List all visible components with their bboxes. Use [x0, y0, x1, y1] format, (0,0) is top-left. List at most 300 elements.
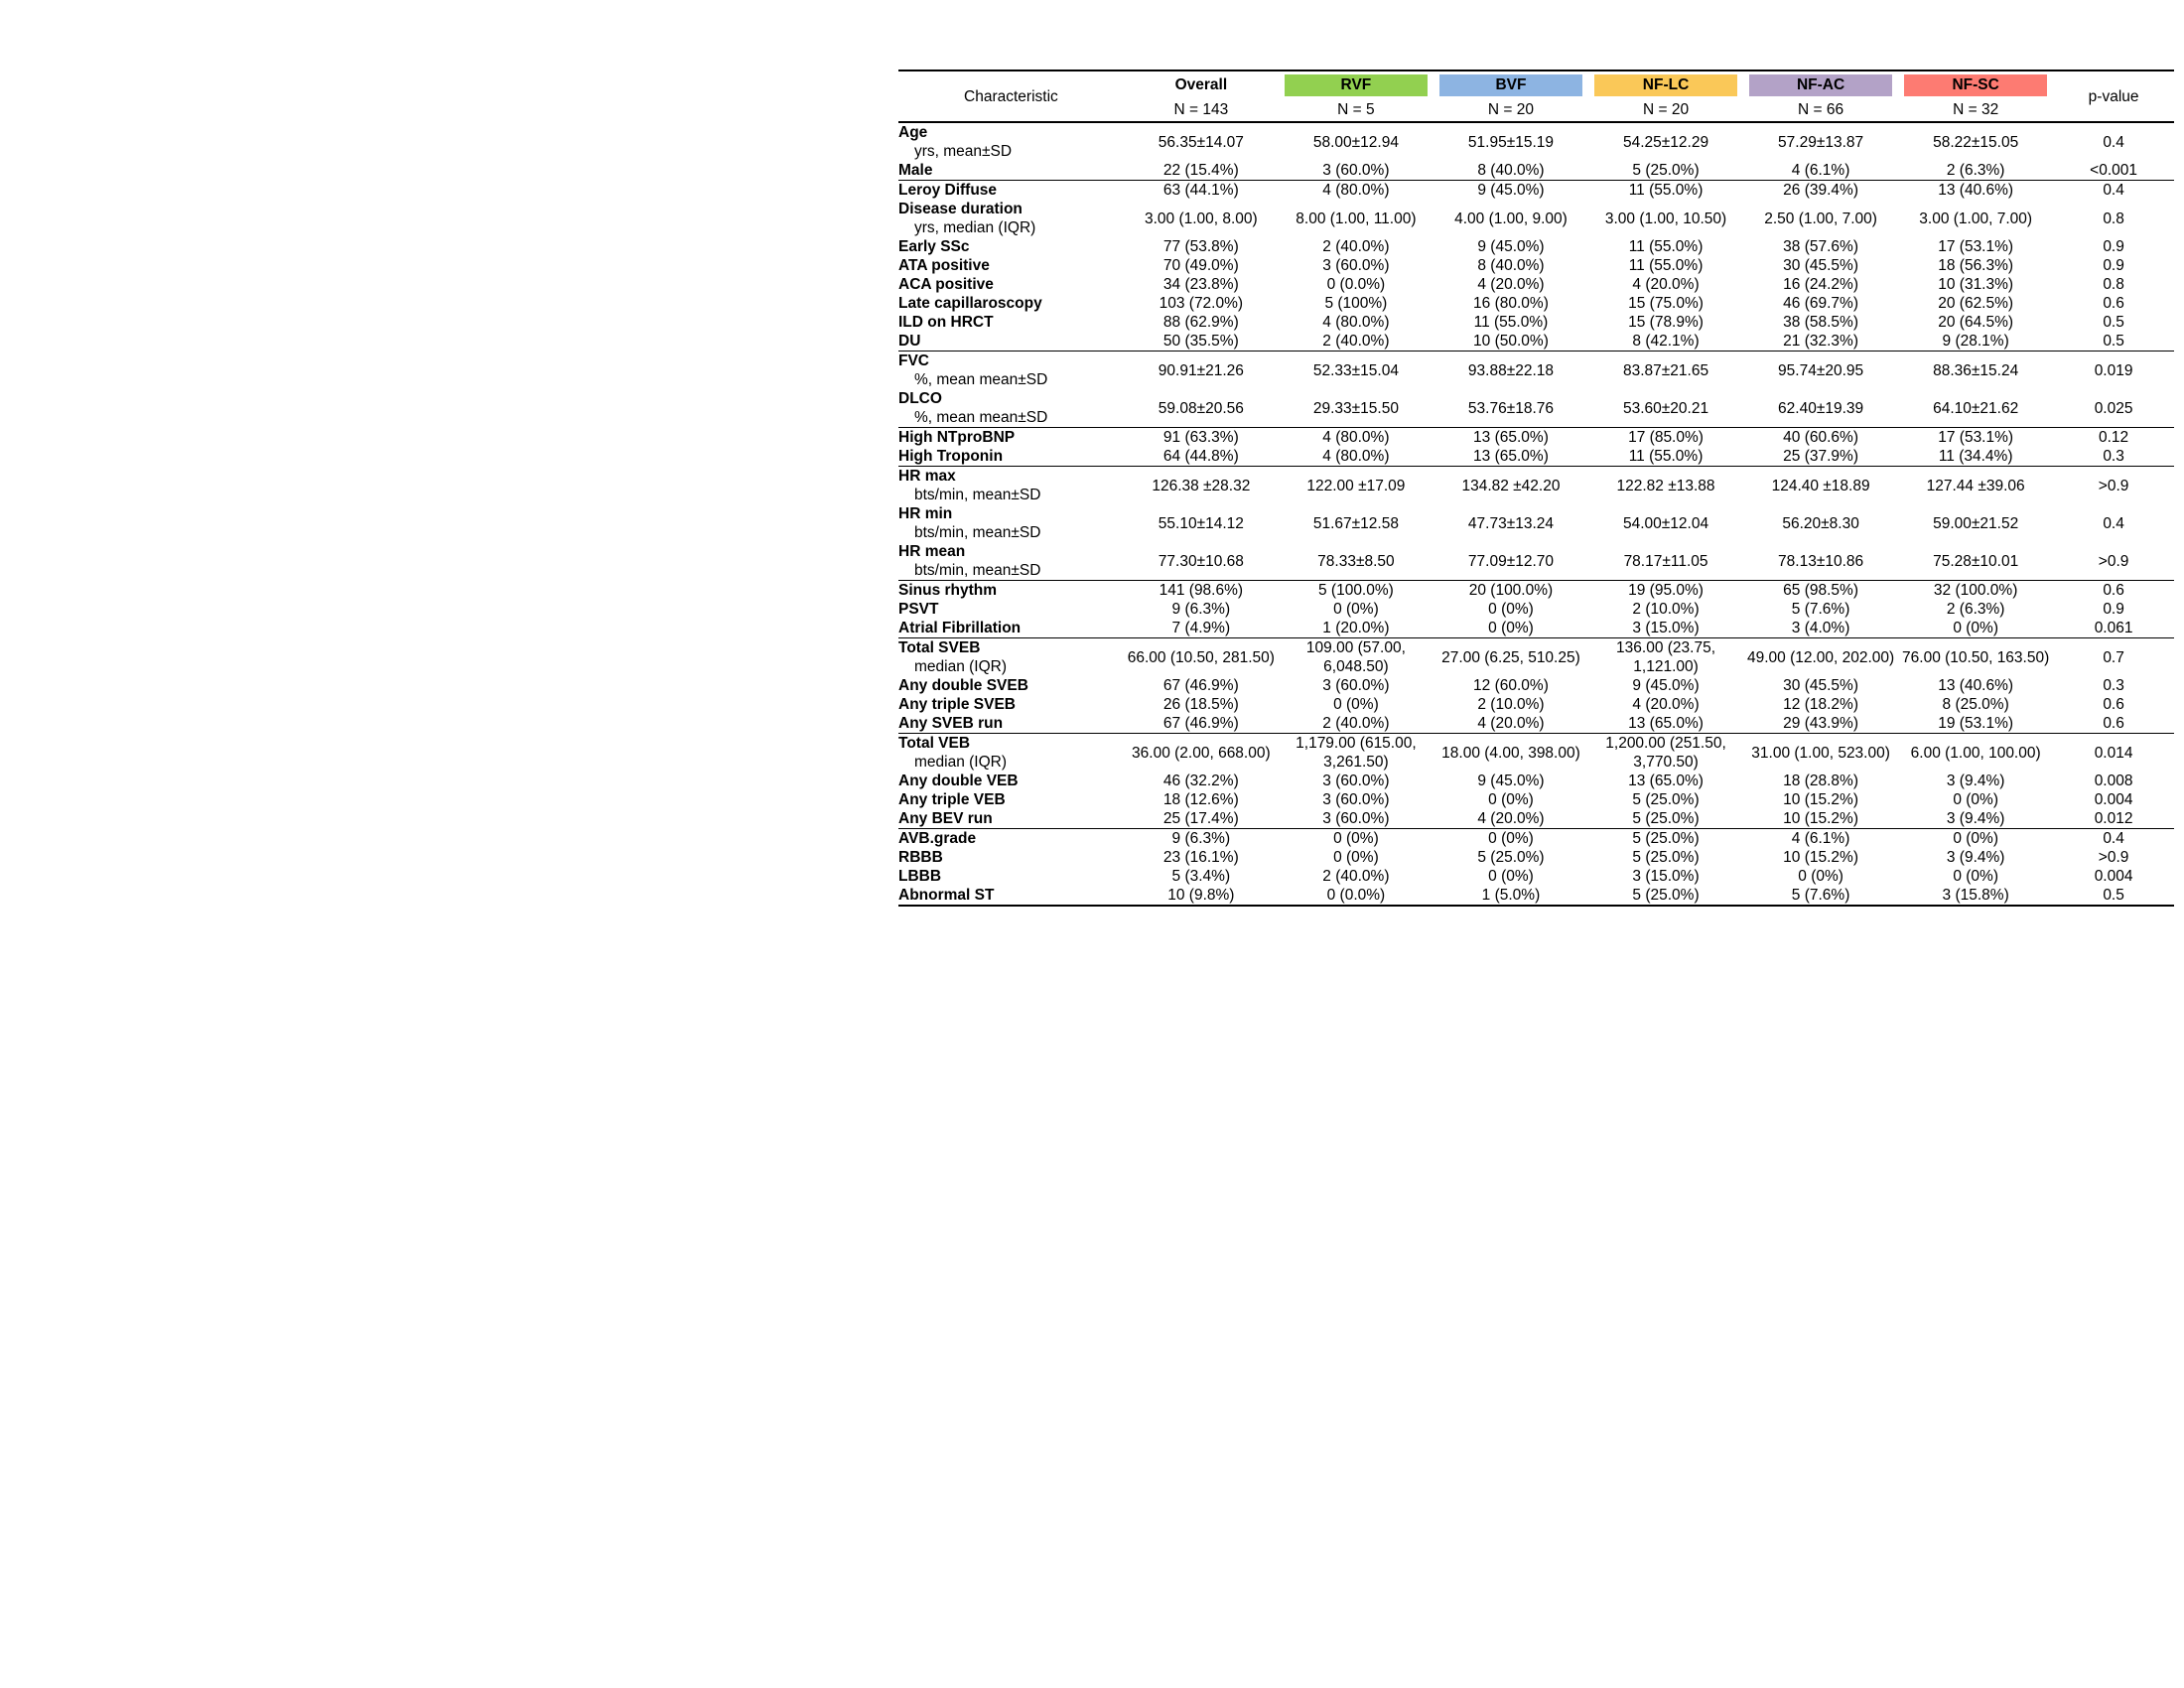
row-label-primary: AVB.grade	[898, 830, 977, 847]
cell-group-3: 5 (25.0%)	[1588, 161, 1743, 181]
cell-group-5: 19 (53.1%)	[1898, 714, 2053, 734]
cell-group-4: 2.50 (1.00, 7.00)	[1764, 210, 1877, 227]
cell-group-4: 10 (15.2%)	[1783, 791, 1858, 808]
row-label	[898, 848, 1124, 867]
cell-group-3: 54.25±12.29	[1622, 133, 1709, 151]
cell-pvalue: 0.4	[2103, 830, 2124, 847]
cell-group-1: 3 (60.0%)	[1322, 773, 1390, 789]
cell-group-0: 90.91±21.26	[1158, 361, 1244, 379]
cell-group-0: 67 (46.9%)	[1162, 677, 1239, 694]
row-label-primary: Any triple SVEB	[898, 696, 1016, 713]
row-label-secondary: bts/min, mean±SD	[914, 487, 1041, 503]
cell-group-0: 77 (53.8%)	[1162, 238, 1239, 255]
cell-pvalue: 0.6	[2103, 295, 2124, 312]
header-group-n-3	[1588, 98, 1743, 122]
row-label-primary: Any triple VEB	[898, 791, 1006, 808]
cell-group-2: 0 (0%)	[1433, 619, 1588, 638]
cell-group-2: 53.76±18.76	[1433, 389, 1588, 428]
cell-group-1: 0 (0%)	[1333, 830, 1379, 847]
row-label-primary: Sinus rhythm	[898, 582, 998, 599]
cell-group-2: 16 (80.0%)	[1473, 295, 1549, 312]
cell-group-2: 4 (20.0%)	[1433, 714, 1588, 734]
cell-group-2: 93.88±22.18	[1467, 361, 1555, 379]
cell-group-2: 4 (20.0%)	[1433, 809, 1588, 829]
cell-pvalue: 0.6	[2053, 714, 2174, 734]
cell-pvalue: 0.004	[2094, 791, 2133, 808]
cell-group-4: 62.40±19.39	[1743, 389, 1898, 428]
table-row	[898, 161, 2174, 181]
group-label-0: Overall	[1174, 76, 1228, 93]
cell-group-1: 5 (100.0%)	[1317, 582, 1394, 599]
table-row	[898, 829, 2174, 849]
cell-group-4: 21 (32.3%)	[1743, 332, 1898, 352]
cell-group-1: 1,179.00 (615.00, 3,261.50)	[1296, 735, 1417, 771]
cell-group-0: 50 (35.5%)	[1124, 332, 1279, 352]
cell-group-2: 134.82 ±42.20	[1461, 477, 1561, 494]
header-group-3	[1588, 70, 1743, 98]
cell-group-1: 2 (40.0%)	[1322, 868, 1390, 885]
cell-group-0: 3.00 (1.00, 8.00)	[1144, 210, 1258, 227]
cell-group-5: 0 (0%)	[1953, 791, 1998, 808]
table-row	[898, 714, 2174, 734]
cell-pvalue: 0.5	[2053, 332, 2174, 352]
cell-group-2: 4 (20.0%)	[1477, 276, 1545, 293]
cell-group-1: 4 (80.0%)	[1322, 314, 1390, 331]
cell-group-0: 103 (72.0%)	[1159, 295, 1244, 312]
group-n-5: N = 32	[1953, 101, 1999, 118]
row-label	[898, 809, 1124, 829]
cell-group-4: 4 (6.1%)	[1743, 161, 1898, 181]
table-row	[898, 619, 2174, 638]
cell-group-3: 5 (25.0%)	[1588, 809, 1743, 829]
row-label-primary: Age	[898, 124, 928, 141]
table-row	[898, 467, 2174, 505]
cell-group-4: 3 (4.0%)	[1743, 619, 1898, 638]
cell-group-5: 59.00±21.52	[1933, 514, 2019, 532]
cell-group-4: 30 (45.5%)	[1783, 677, 1858, 694]
group-label-2: BVF	[1439, 74, 1582, 96]
row-label	[898, 638, 1124, 677]
cell-group-0: 26 (18.5%)	[1162, 696, 1239, 713]
cell-group-4: 25 (37.9%)	[1743, 447, 1898, 467]
cell-group-1: 2 (40.0%)	[1279, 332, 1433, 352]
cell-pvalue: 0.7	[2103, 648, 2124, 666]
table-row	[898, 200, 2174, 237]
cell-group-3: 11 (55.0%)	[1628, 257, 1704, 274]
cell-group-4: 49.00 (12.00, 202.00)	[1746, 648, 1895, 666]
cell-group-2: 5 (25.0%)	[1477, 849, 1545, 866]
cell-group-2: 13 (65.0%)	[1433, 447, 1588, 467]
cell-group-0: 91 (63.3%)	[1162, 429, 1239, 446]
header-group-4	[1743, 70, 1898, 98]
cell-group-4: 10 (15.2%)	[1743, 809, 1898, 829]
cell-group-0: 64 (44.8%)	[1124, 447, 1279, 467]
row-label-secondary: bts/min, mean±SD	[914, 524, 1041, 541]
cell-group-5: 9 (28.1%)	[1898, 332, 2053, 352]
row-label	[898, 275, 1124, 294]
cell-group-4: 29 (43.9%)	[1743, 714, 1898, 734]
cell-group-0: 67 (46.9%)	[1124, 714, 1279, 734]
row-label-secondary: yrs, mean±SD	[914, 143, 1013, 160]
cell-group-1: 0 (0.0%)	[1279, 886, 1433, 906]
cell-group-2: 0 (0%)	[1488, 830, 1534, 847]
row-label-primary: High NTproBNP	[898, 429, 1016, 446]
cell-group-2: 51.95±15.19	[1467, 133, 1555, 151]
row-label	[898, 352, 1124, 390]
cell-group-2: 12 (60.0%)	[1473, 677, 1549, 694]
row-label-primary: HR max	[898, 468, 956, 485]
row-label-primary: Early SSc	[898, 238, 970, 255]
cell-group-1: 4 (80.0%)	[1322, 182, 1390, 199]
row-label	[898, 200, 1124, 237]
row-label-secondary: %, mean mean±SD	[914, 409, 1048, 426]
cell-group-5: 17 (53.1%)	[1938, 238, 2014, 255]
cell-group-0: 9 (6.3%)	[1171, 830, 1231, 847]
row-label	[898, 161, 1124, 181]
cell-group-2: 27.00 (6.25, 510.25)	[1441, 648, 1580, 666]
cell-group-0: 25 (17.4%)	[1124, 809, 1279, 829]
cell-group-1: 3 (60.0%)	[1279, 161, 1433, 181]
cell-group-3: 8 (42.1%)	[1588, 332, 1743, 352]
cell-group-2: 11 (55.0%)	[1473, 314, 1549, 331]
row-label-primary: Any SVEB run	[898, 715, 1004, 732]
cell-group-3: 54.00±12.04	[1622, 514, 1709, 532]
row-label	[898, 581, 1124, 601]
cell-group-4: 56.20±8.30	[1782, 514, 1859, 532]
row-label	[898, 294, 1124, 313]
row-label-secondary: yrs, median (IQR)	[914, 219, 1036, 236]
row-label	[898, 600, 1124, 619]
row-label	[898, 619, 1124, 638]
cell-pvalue: 0.012	[2053, 809, 2174, 829]
cell-group-4: 12 (18.2%)	[1783, 696, 1858, 713]
cell-group-3: 5 (25.0%)	[1632, 791, 1700, 808]
table-row	[898, 332, 2174, 352]
header-group-n-1	[1279, 98, 1433, 122]
table-row	[898, 181, 2174, 201]
cell-group-2: 0 (0%)	[1488, 791, 1534, 808]
header-group-n-0	[1124, 98, 1279, 122]
table-row	[898, 542, 2174, 581]
cell-pvalue: 0.004	[2094, 868, 2133, 885]
cell-group-5: 3 (9.4%)	[1946, 849, 2005, 866]
cell-group-4: 38 (58.5%)	[1783, 314, 1858, 331]
cell-group-1: 4 (80.0%)	[1322, 429, 1390, 446]
cell-group-0: 66.00 (10.50, 281.50)	[1127, 648, 1275, 666]
cell-group-0: 7 (4.9%)	[1124, 619, 1279, 638]
cell-group-5: 11 (34.4%)	[1898, 447, 2053, 467]
table-row	[898, 695, 2174, 714]
group-n-4: N = 66	[1798, 101, 1844, 118]
cell-group-5: 0 (0%)	[1953, 868, 1998, 885]
cell-group-4: 30 (45.5%)	[1783, 257, 1858, 274]
row-label-primary: PSVT	[898, 601, 939, 618]
cell-group-4: 5 (7.6%)	[1743, 886, 1898, 906]
row-label-primary: Leroy Diffuse	[898, 182, 998, 199]
header-group-2	[1433, 70, 1588, 98]
header-group-1	[1279, 70, 1433, 98]
table-row	[898, 313, 2174, 332]
cell-group-1: 4 (80.0%)	[1279, 447, 1433, 467]
cell-group-0: 88 (62.9%)	[1162, 314, 1239, 331]
row-label-primary: Atrial Fibrillation	[898, 620, 1022, 636]
cell-group-1: 0 (0.0%)	[1326, 276, 1386, 293]
cell-group-3: 15 (75.0%)	[1628, 295, 1704, 312]
row-label	[898, 695, 1124, 714]
cell-pvalue: 0.6	[2103, 696, 2124, 713]
cell-group-4: 31.00 (1.00, 523.00)	[1751, 744, 1890, 762]
group-n-3: N = 20	[1642, 101, 1690, 118]
cell-pvalue: 0.8	[2103, 276, 2124, 293]
cell-group-0: 55.10±14.12	[1158, 514, 1244, 532]
cell-group-3: 9 (45.0%)	[1632, 677, 1700, 694]
cell-pvalue: >0.9	[2053, 542, 2174, 581]
cell-group-5: 3 (9.4%)	[1946, 773, 2005, 789]
table-row	[898, 790, 2174, 809]
header-group-n-2	[1433, 98, 1588, 122]
cell-group-0: 23 (16.1%)	[1162, 849, 1239, 866]
cell-group-4: 95.74±20.95	[1778, 361, 1864, 379]
table-head	[898, 70, 2174, 122]
cell-group-3: 5 (25.0%)	[1632, 849, 1700, 866]
cell-pvalue: 0.019	[2094, 361, 2133, 379]
table-row	[898, 676, 2174, 695]
row-label	[898, 714, 1124, 734]
cell-group-3: 5 (25.0%)	[1588, 886, 1743, 906]
cell-pvalue: >0.9	[2098, 477, 2129, 494]
cell-group-3: 5 (25.0%)	[1632, 830, 1700, 847]
row-label-primary: ACA positive	[898, 276, 994, 293]
cell-pvalue: 0.008	[2094, 773, 2133, 789]
row-label-primary: Total VEB	[898, 735, 971, 752]
row-label	[898, 313, 1124, 332]
cell-group-4: 124.40 ±18.89	[1771, 477, 1870, 494]
row-label	[898, 790, 1124, 809]
cell-group-5: 20 (64.5%)	[1938, 314, 2014, 331]
cell-pvalue: 0.5	[2103, 314, 2124, 331]
cell-group-5: 3 (15.8%)	[1898, 886, 2053, 906]
cell-group-5: 75.28±10.01	[1898, 542, 2053, 581]
cell-group-4: 57.29±13.87	[1778, 133, 1864, 151]
row-label-primary: Total SVEB	[898, 639, 981, 656]
cell-pvalue: 0.9	[2103, 601, 2124, 618]
header-row	[898, 70, 2174, 98]
row-label	[898, 542, 1124, 581]
cell-group-5: 32 (100.0%)	[1933, 582, 2018, 599]
table-row	[898, 772, 2174, 790]
cell-group-2: 9 (45.0%)	[1477, 182, 1545, 199]
cell-group-1: 0 (0%)	[1333, 849, 1379, 866]
header-group-5	[1898, 70, 2053, 98]
row-label-primary: HR mean	[898, 543, 966, 560]
cell-group-5: 20 (62.5%)	[1938, 295, 2014, 312]
group-label-3: NF-LC	[1594, 74, 1737, 96]
cell-group-5: 3.00 (1.00, 7.00)	[1919, 210, 2033, 227]
cell-pvalue: 0.12	[2099, 429, 2129, 446]
table-row	[898, 428, 2174, 448]
row-label	[898, 886, 1124, 906]
row-label	[898, 504, 1124, 542]
row-label-primary: RBBB	[898, 849, 943, 866]
cell-pvalue: 0.9	[2103, 257, 2124, 274]
cell-group-3: 4 (20.0%)	[1632, 276, 1700, 293]
cell-pvalue: >0.9	[2098, 849, 2129, 866]
cell-group-1: 1 (20.0%)	[1279, 619, 1433, 638]
table-body	[898, 122, 2174, 906]
cell-group-2: 18.00 (4.00, 398.00)	[1441, 744, 1580, 762]
row-label-secondary: median (IQR)	[914, 658, 1008, 675]
header-group-0	[1124, 70, 1279, 98]
cell-pvalue: 0.4	[2103, 514, 2124, 532]
cell-group-3: 122.82 ±13.88	[1616, 477, 1715, 494]
cell-group-1: 58.00±12.94	[1312, 133, 1399, 151]
row-label-primary: DLCO	[898, 390, 942, 407]
cell-group-5: 2 (6.3%)	[1946, 601, 2005, 618]
row-label	[898, 389, 1124, 428]
row-label	[898, 237, 1124, 256]
cell-group-4: 40 (60.6%)	[1783, 429, 1858, 446]
cell-pvalue: 0.6	[2103, 582, 2124, 599]
row-label-secondary: median (IQR)	[914, 754, 1008, 771]
cell-group-3: 11 (55.0%)	[1628, 238, 1704, 255]
cell-group-0: 18 (12.6%)	[1162, 791, 1239, 808]
cell-group-2: 0 (0%)	[1488, 601, 1534, 618]
row-label-secondary: %, mean mean±SD	[914, 371, 1048, 388]
cell-group-0: 141 (98.6%)	[1159, 582, 1244, 599]
row-label-primary: FVC	[898, 352, 929, 369]
cell-group-0: 9 (6.3%)	[1171, 601, 1231, 618]
cell-group-2: 8 (40.0%)	[1477, 257, 1545, 274]
table-row	[898, 886, 2174, 906]
cell-group-4: 0 (0%)	[1798, 868, 1843, 885]
cell-group-5: 18 (56.3%)	[1938, 257, 2014, 274]
cell-group-5: 127.44 ±39.06	[1926, 477, 2025, 494]
cell-group-5: 8 (25.0%)	[1942, 696, 2009, 713]
cell-group-3: 2 (10.0%)	[1632, 601, 1700, 618]
cell-pvalue: 0.025	[2053, 389, 2174, 428]
cell-group-1: 2 (40.0%)	[1279, 714, 1433, 734]
cell-group-5: 0 (0%)	[1953, 830, 1998, 847]
header-group-n-4	[1743, 98, 1898, 122]
row-label-primary: Male	[898, 162, 933, 179]
cell-group-1: 29.33±15.50	[1279, 389, 1433, 428]
table-row	[898, 600, 2174, 619]
cell-group-4: 10 (15.2%)	[1783, 849, 1858, 866]
row-label-primary: Abnormal ST	[898, 887, 995, 904]
cell-group-0: 77.30±10.68	[1124, 542, 1279, 581]
cell-group-5: 76.00 (10.50, 163.50)	[1902, 648, 2050, 666]
cell-group-0: 5 (3.4%)	[1171, 868, 1231, 885]
cell-pvalue: 0.3	[2053, 447, 2174, 467]
cell-group-5: 58.22±15.05	[1933, 133, 2019, 151]
cell-group-1: 78.33±8.50	[1279, 542, 1433, 581]
cell-group-1: 122.00 ±17.09	[1306, 477, 1406, 494]
row-label	[898, 829, 1124, 849]
table-row	[898, 504, 2174, 542]
cell-group-4: 46 (69.7%)	[1783, 295, 1858, 312]
cell-group-1: 3 (60.0%)	[1322, 257, 1390, 274]
header-group-n-5	[1898, 98, 2053, 122]
cell-pvalue: 0.4	[2103, 133, 2124, 151]
cell-group-0: 63 (44.1%)	[1162, 182, 1239, 199]
row-label-primary: HR min	[898, 505, 953, 522]
cell-group-2: 9 (45.0%)	[1477, 238, 1545, 255]
cell-group-5: 0 (0%)	[1898, 619, 2053, 638]
cell-group-2: 13 (65.0%)	[1473, 429, 1549, 446]
cell-group-1: 8.00 (1.00, 11.00)	[1296, 210, 1417, 227]
cell-group-2: 1 (5.0%)	[1433, 886, 1588, 906]
cell-group-3: 4 (20.0%)	[1632, 696, 1700, 713]
row-label	[898, 332, 1124, 352]
row-label	[898, 122, 1124, 161]
row-label-primary: LBBB	[898, 868, 942, 885]
cell-group-3: 3.00 (1.00, 10.50)	[1604, 210, 1727, 227]
cell-group-3: 11 (55.0%)	[1588, 447, 1743, 467]
cell-group-2: 4.00 (1.00, 9.00)	[1454, 210, 1568, 227]
cell-pvalue: 0.061	[2053, 619, 2174, 638]
row-label	[898, 256, 1124, 275]
table-row	[898, 294, 2174, 313]
cell-group-2: 77.09±12.70	[1433, 542, 1588, 581]
cell-pvalue: 0.014	[2094, 744, 2133, 762]
cell-group-0: 22 (15.4%)	[1124, 161, 1279, 181]
row-label-secondary: bts/min, mean±SD	[914, 562, 1041, 579]
cell-pvalue: 0.8	[2103, 210, 2124, 227]
cell-group-0: 34 (23.8%)	[1162, 276, 1239, 293]
row-label	[898, 428, 1124, 448]
group-label-1: RVF	[1285, 74, 1428, 96]
row-label	[898, 676, 1124, 695]
cell-group-0: 70 (49.0%)	[1162, 257, 1239, 274]
cell-group-2: 10 (50.0%)	[1433, 332, 1588, 352]
cell-group-3: 13 (65.0%)	[1628, 773, 1704, 789]
cell-group-3: 3 (15.0%)	[1632, 868, 1700, 885]
cell-group-1: 2 (40.0%)	[1322, 238, 1390, 255]
table-row	[898, 275, 2174, 294]
table-row	[898, 867, 2174, 886]
group-n-2: N = 20	[1487, 101, 1535, 118]
table-row	[898, 809, 2174, 829]
row-label	[898, 447, 1124, 467]
row-label-primary: Any double SVEB	[898, 677, 1028, 694]
row-label	[898, 734, 1124, 773]
cell-group-0: 59.08±20.56	[1124, 389, 1279, 428]
header-pvalue: p-value	[2088, 87, 2139, 105]
cell-group-4: 38 (57.6%)	[1783, 238, 1858, 255]
table-row	[898, 122, 2174, 161]
row-label	[898, 772, 1124, 790]
row-label-primary: Disease duration	[898, 201, 1023, 217]
cell-group-5: 6.00 (1.00, 100.00)	[1910, 744, 2041, 762]
cell-group-2: 0 (0%)	[1488, 868, 1534, 885]
table-container	[898, 70, 2174, 907]
cell-group-1: 5 (100%)	[1324, 295, 1388, 312]
cell-group-1: 3 (60.0%)	[1322, 791, 1390, 808]
header-characteristic: Characteristic	[964, 87, 1058, 105]
table-row	[898, 256, 2174, 275]
cell-pvalue: 0.3	[2103, 677, 2124, 694]
row-label-primary: ATA positive	[898, 257, 990, 274]
table-row	[898, 638, 2174, 677]
cell-pvalue: 0.9	[2103, 238, 2124, 255]
cell-group-0: 36.00 (2.00, 668.00)	[1132, 744, 1271, 762]
cell-group-5: 13 (40.6%)	[1938, 182, 2014, 199]
cell-pvalue: 0.4	[2103, 182, 2124, 199]
cell-group-3: 53.60±20.21	[1588, 389, 1743, 428]
cell-pvalue: <0.001	[2053, 161, 2174, 181]
cell-group-2: 20 (100.0%)	[1468, 582, 1554, 599]
table-row	[898, 734, 2174, 773]
